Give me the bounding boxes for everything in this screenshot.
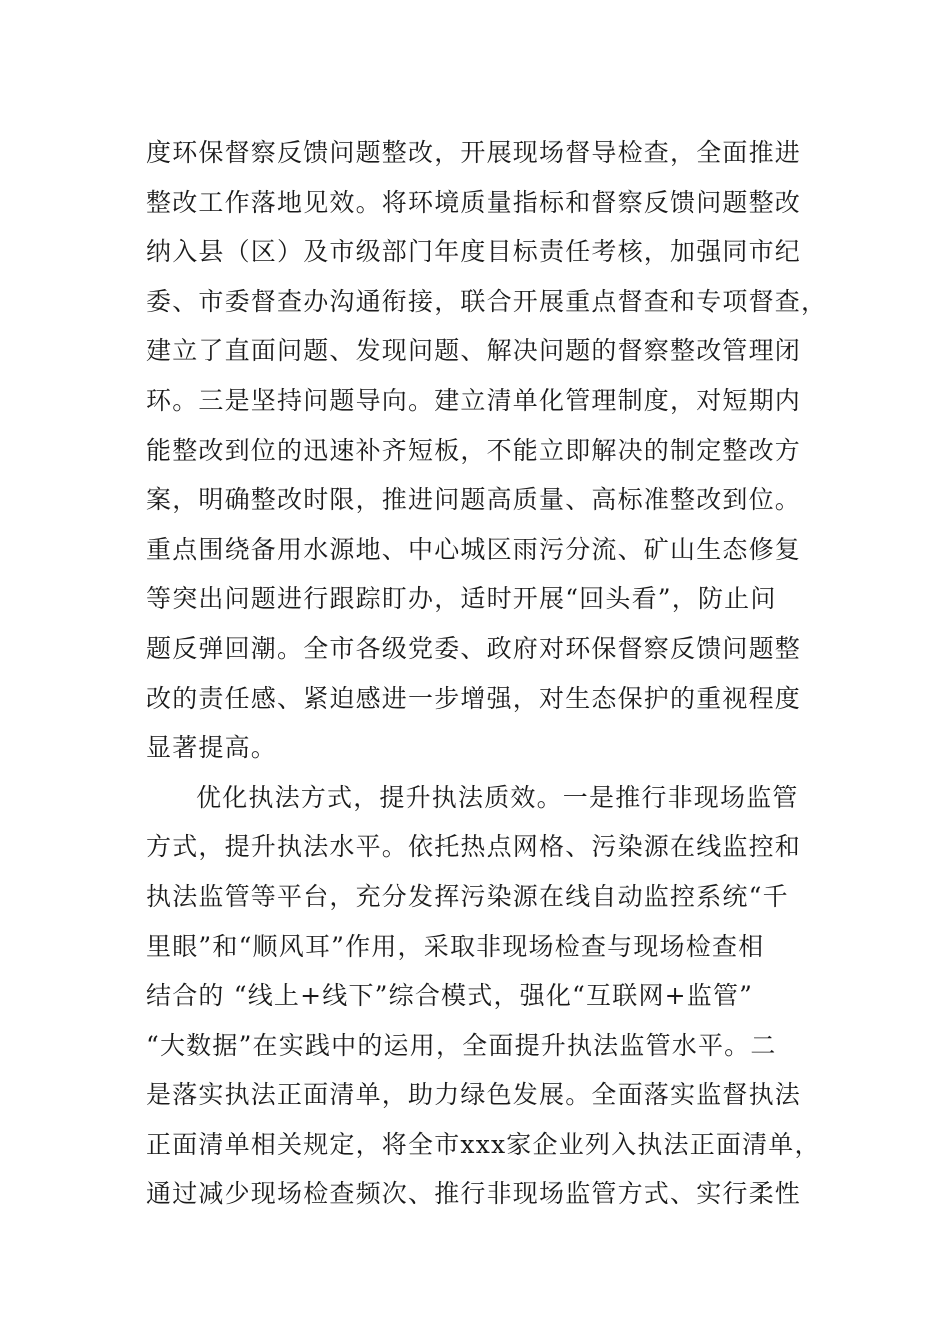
- body-text: [146, 128, 828, 1219]
- text-line: 正面清单相关规定，将全市xxx家企业列入执法正面清单，: [146, 1129, 821, 1159]
- text-line: “大数据”在实践中的运用，全面提升执法监管水平。二: [146, 1030, 777, 1060]
- text-line: 里眼”和“顺风耳”作用，采取非现场检查与现场检查相: [146, 931, 765, 961]
- text-line: 等突出问题进行跟踪盯办，适时开展“回头看”，防止问: [146, 584, 777, 614]
- text-line: 通过减少现场检查频次、推行非现场监管方式、实行柔性: [146, 1179, 802, 1209]
- text-line: 改的责任感、紧迫感进一步增强，对生态保护的重视程度: [146, 683, 802, 713]
- text-line: 度环保督察反馈问题整改，开展现场督导检查，全面推进: [146, 138, 802, 167]
- text-line: 是落实执法正面清单，助力绿色发展。全面落实监督执法: [146, 1080, 802, 1110]
- text-line: 纳入县（区）及市级部门年度目标责任考核，加强同市纪: [146, 237, 802, 267]
- text-line: 显著提高。: [146, 733, 278, 763]
- text-line: 重点围绕备用水源地、中心城区雨污分流、矿山生态修复: [146, 534, 802, 564]
- paragraph-start-line: 优化执法方式，提升执法质效。一是推行非现场监管: [196, 782, 799, 812]
- text-line: 能整改到位的迅速补齐短板，不能立即解决的制定整改方: [146, 435, 802, 465]
- text-line: 执法监管等平台，充分发挥污染源在线自动监控系统“千: [146, 881, 789, 911]
- text-line: 方式，提升执法水平。依托热点网格、污染源在线监控和: [146, 832, 802, 862]
- text-line: 案，明确整改时限，推进问题高质量、高标准整改到位。: [146, 485, 802, 515]
- text-line: 环。三是坚持问题导向。建立清单化管理制度，对短期内: [146, 385, 802, 415]
- text-line: 结合的 “线上+线下”综合模式，强化“互联网+监管”: [146, 981, 754, 1011]
- text-line: 建立了直面问题、发现问题、解决问题的督察整改管理闭: [146, 336, 802, 366]
- text-line: 题反弹回潮。全市各级党委、政府对环保督察反馈问题整: [146, 633, 802, 663]
- text-line: 委、市委督查办沟通衔接，联合开展重点督查和专项督查，: [146, 286, 828, 316]
- text-line: 整改工作落地见效。将环境质量指标和督察反馈问题整改: [146, 187, 802, 217]
